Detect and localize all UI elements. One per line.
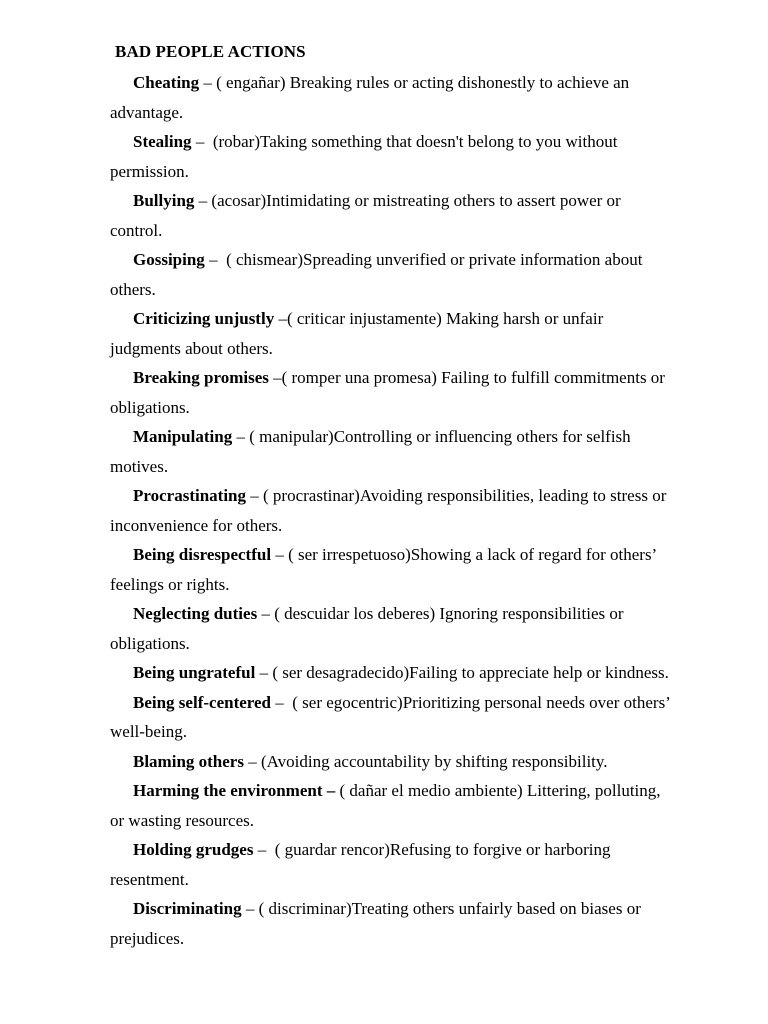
entry-definition: ( romper una promesa) Failing to fulfill commitments or obligations. [110, 368, 670, 417]
entry-manipulating [110, 422, 670, 481]
entry-term: Harming the environment – [133, 781, 336, 800]
entry-term: Being ungrateful [133, 663, 256, 682]
entry-blaming-others [110, 747, 670, 777]
entry-breaking-promises [110, 363, 670, 422]
entry-definition: (acosar)Intimidating or mistreating others to assert power or control. [110, 191, 625, 240]
entry-separator: – [241, 899, 259, 918]
entry-separator: – [268, 368, 282, 387]
entry-neglecting-duties [110, 599, 670, 658]
entry-cheating [110, 68, 670, 127]
entry-separator: – [255, 663, 273, 682]
entry-term: Holding grudges [133, 840, 254, 859]
entry-definition: ( ser egocentric)Prioritizing personal needs over others’ well-being. [110, 692, 674, 741]
entry-definition: ( procrastinar)Avoiding responsibilities, leading to stress or inconvenience for others. [110, 486, 671, 535]
entry-term: Breaking promises [133, 368, 269, 387]
entry-term: Manipulating [133, 427, 233, 446]
entry-separator: – [191, 132, 213, 151]
entry-being-ungrateful [110, 658, 670, 688]
entry-term: Being disrespectful [133, 545, 272, 564]
entry-discriminating [110, 894, 670, 953]
entry-separator: – [257, 604, 275, 623]
entry-harming-the-environment [110, 776, 670, 835]
entry-definition: ( discriminar)Treating others unfairly based on biases or prejudices. [110, 899, 646, 948]
entry-definition: (robar)Taking something that doesn't belong to you without permission. [110, 132, 622, 181]
entry-term: Blaming others [133, 751, 244, 771]
entry-holding-grudges [110, 835, 670, 894]
entry-separator: – [246, 486, 264, 505]
entry-term: Criticizing unjustly [133, 309, 275, 328]
entry-definition: ( dañar el medio ambiente) Littering, polluting, or wasting resources. [110, 781, 665, 830]
entry-definition: ( criticar injustamente) Making harsh or unfair judgments about others. [110, 309, 608, 358]
entry-definition: ( ser desagradecido)Failing to appreciate help or kindness. [272, 663, 669, 682]
entry-criticizing-unjustly [110, 304, 670, 363]
entry-separator: – [194, 191, 212, 210]
entry-separator: – [199, 73, 217, 92]
entry-term: Gossiping [133, 250, 205, 269]
entry-separator: – [271, 545, 289, 564]
entry-definition: (Avoiding accountability by shifting responsibility. [260, 751, 608, 771]
entry-definition: ( descuidar los deberes) Ignoring responsibilities or obligations. [110, 604, 628, 653]
document-title: BAD PEOPLE ACTIONS [115, 42, 306, 61]
entry-separator: – [274, 309, 287, 328]
entry-definition: ( ser irrespetuoso)Showing a lack of regard for others’ feelings or rights. [110, 545, 661, 594]
entry-list [110, 68, 674, 953]
entry-procrastinating [110, 481, 670, 540]
entry-term: Neglecting duties [133, 604, 258, 623]
entry-separator: – [204, 250, 227, 269]
entry-being-self-centered [110, 688, 674, 747]
entry-term: Being self-centered [133, 692, 272, 712]
entry-separator: – [271, 692, 293, 712]
entry-definition: ( engañar) Breaking rules or acting dishonestly to achieve an advantage. [110, 73, 634, 122]
entry-separator: – [243, 751, 261, 771]
entry-term: Stealing [133, 132, 192, 151]
entry-gossiping [110, 245, 670, 304]
entry-term: Discriminating [133, 899, 242, 918]
entry-definition: ( chismear)Spreading unverified or private information about others. [110, 250, 647, 299]
entry-definition: ( guardar rencor)Refusing to forgive or harboring resentment. [110, 840, 615, 889]
entry-separator: – [232, 427, 250, 446]
entry-term: Procrastinating [133, 486, 247, 505]
entry-being-disrespectful [110, 540, 670, 599]
entry-separator: – [253, 840, 275, 859]
entry-definition: ( manipular)Controlling or influencing others for selfish motives. [110, 427, 635, 476]
entry-term: Cheating [133, 73, 200, 92]
entry-stealing [110, 127, 670, 186]
entry-bullying [110, 186, 670, 245]
entry-term: Bullying [133, 191, 195, 210]
